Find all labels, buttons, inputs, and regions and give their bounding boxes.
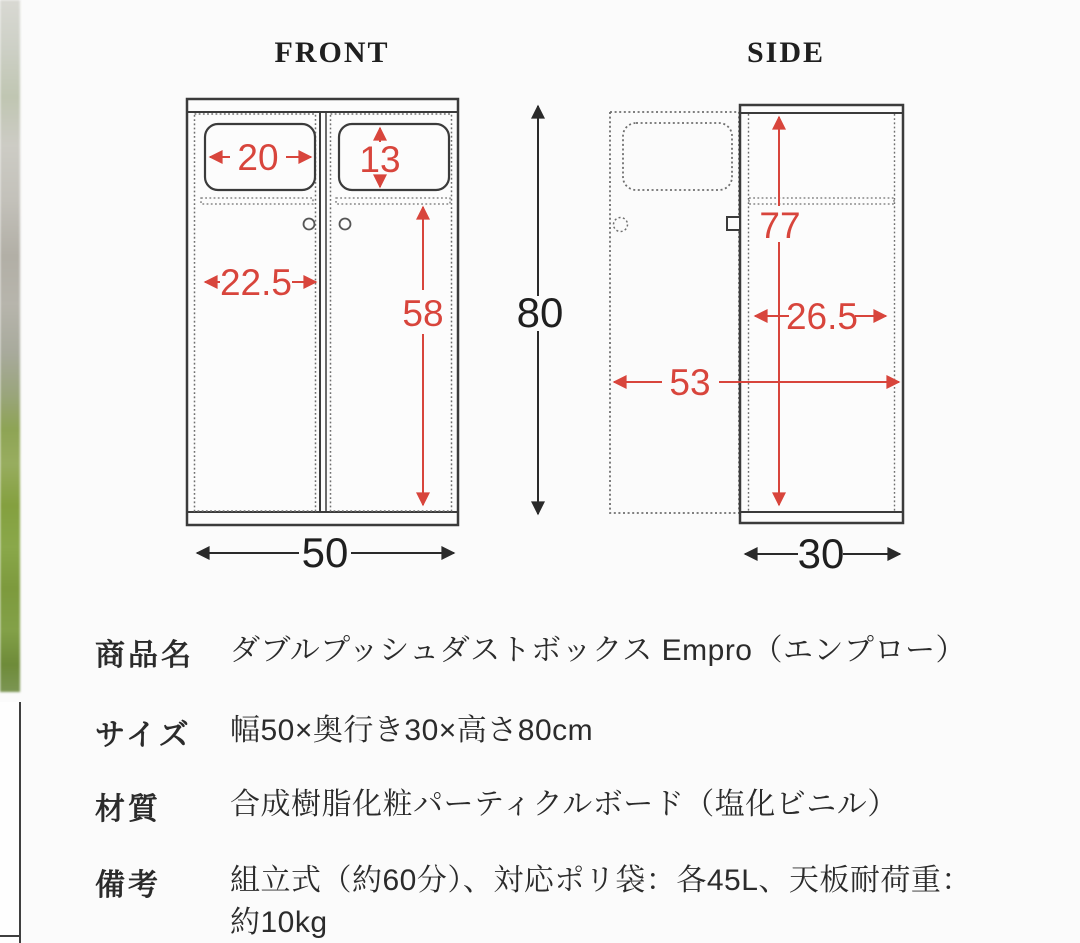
dim-inner-height: 77 [759, 205, 801, 246]
dim-door-inner-height: 58 [402, 293, 444, 334]
dim-overall-height: 80 [516, 289, 564, 336]
front-view-drawing [187, 36, 563, 576]
dim-opening-width: 20 [237, 137, 279, 178]
front-view-title: FRONT [274, 36, 390, 69]
side-view-drawing [610, 36, 903, 577]
spec-row-material [95, 784, 990, 828]
side-ghost-door [610, 112, 739, 513]
spec-row-size [95, 710, 990, 754]
dim-opening-height: 13 [359, 139, 401, 180]
adjacent-card-edge [0, 702, 21, 943]
spec-value: 幅50×奥行き30×高さ80cm [230, 714, 594, 747]
dim-overall-width: 50 [301, 529, 349, 576]
spec-row-product-name [95, 630, 990, 674]
spec-row-remarks [95, 860, 990, 943]
side-ghost-knob [614, 218, 628, 232]
dim-depth-door-open: 53 [669, 362, 711, 403]
spec-value: 組立式（約60分）、対応ポリ袋：各45L、天板耐荷重：約10kg [230, 864, 972, 939]
adjacent-card-line [0, 935, 19, 937]
side-ghost-opening [623, 123, 732, 190]
spec-value: 合成樹脂化粧パーティクルボード（塩化ビニル） [230, 788, 898, 821]
spec-label: サイズ [95, 719, 192, 752]
spec-label: 材質 [95, 793, 161, 826]
spec-label: 備考 [95, 869, 161, 902]
spec-label: 商品名 [95, 639, 194, 672]
dim-inner-depth: 26.5 [785, 296, 859, 337]
dim-overall-depth: 30 [797, 530, 845, 577]
spec-value: ダブルプッシュダストボックス Empro（エンプロー） [230, 634, 966, 667]
side-view-title: SIDE [746, 36, 826, 69]
dim-door-width: 22.5 [219, 262, 293, 303]
side-catch-tab [727, 217, 740, 230]
